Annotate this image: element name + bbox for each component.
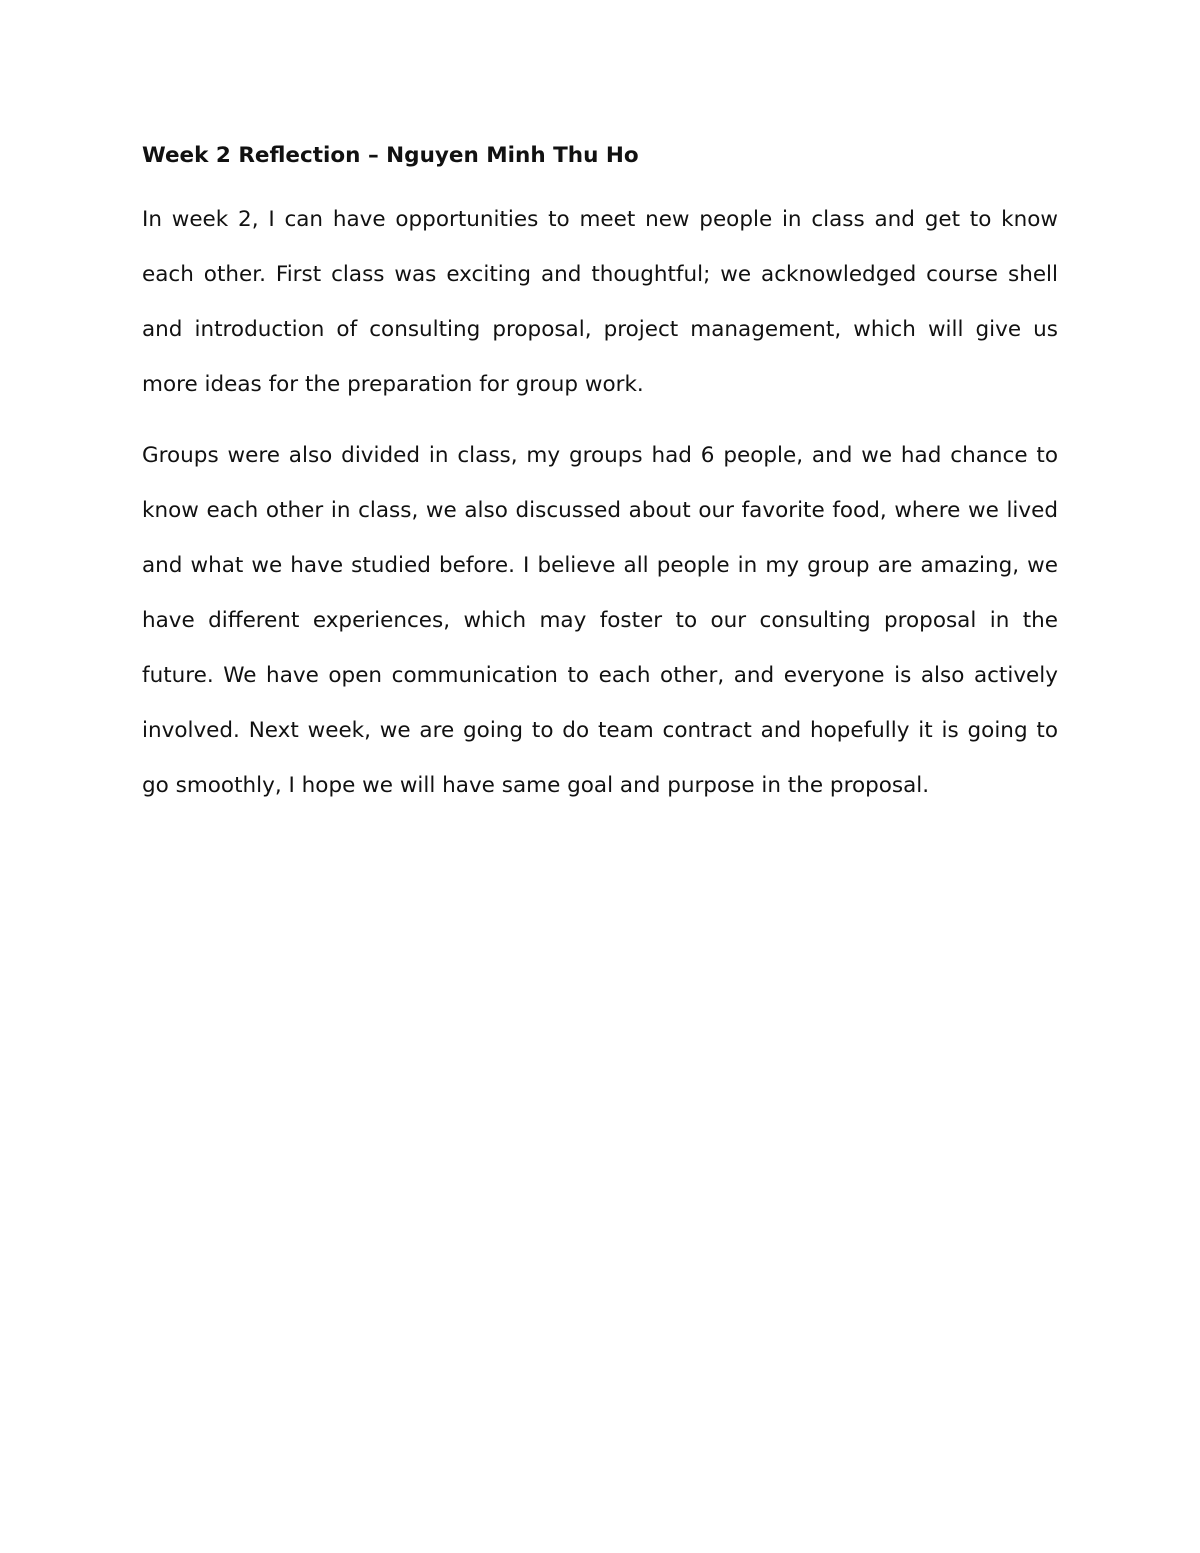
document-body [142, 137, 1058, 829]
paragraph-2: Groups were also divided in class, my groups had 6 people, and we had chance to know each other in class, we also discussed about our favorite food, where we lived and what we have studied before. I believe all people in my group are amazing, we have different experiences, which may foster to our consulting proposal in the future. We have open communication to each other, and everyone is also actively involved. Next week, we are going to do team contract and hopefully it is going to go smoothly, I hope we will have same goal and purpose in the proposal. [142, 443, 1058, 798]
document-title: Week 2 Reflection – Nguyen Minh Thu Ho [142, 143, 639, 168]
paragraph-1: In week 2, I can have opportunities to meet new people in class and get to know each other. First class was exciting and thoughtful; we acknowledged course shell and introduction of consulting proposal, project management, which will give us more ideas for the preparation for group work. [142, 207, 1058, 397]
